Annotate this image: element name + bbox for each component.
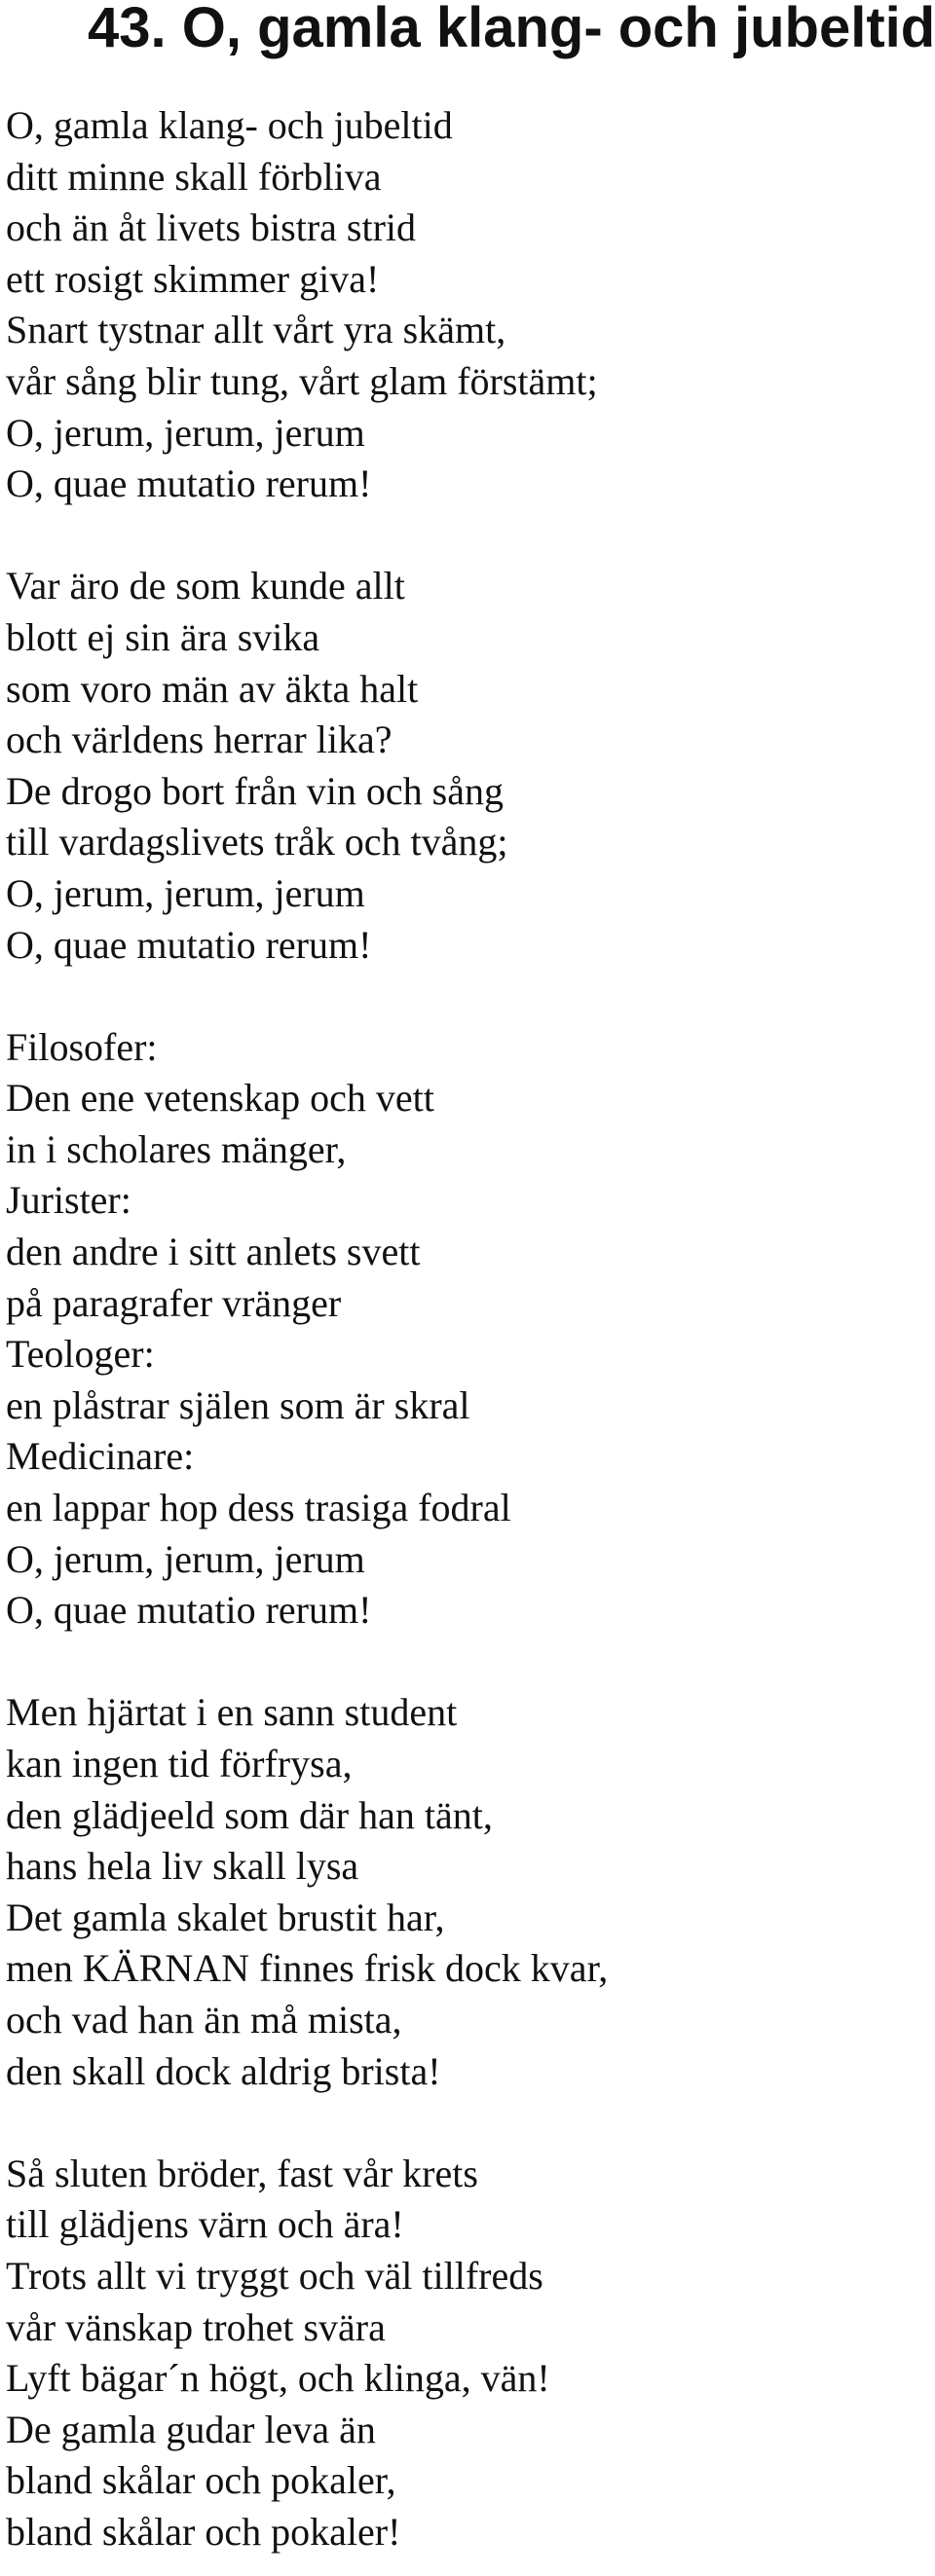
verse-line: den skall dock aldrig brista! [6,2048,441,2093]
verse-line: och än åt livets bistra strid [6,205,417,250]
verse-line: och världens herrar lika? [6,718,393,762]
verse-line: bland skålar och pokaler, [6,2458,396,2503]
verse-line: den andre i sitt anlets svett [6,1230,421,1274]
verse-line: kan ingen tid förfrysa, [6,1742,353,1785]
verse-line: O, quae mutatio rerum! [6,461,372,506]
verse-line: till glädjens värn och ära! [6,2202,404,2247]
verse-line: O, jerum, jerum, jerum [6,1536,365,1581]
verse-line: Teologer: [6,1332,155,1377]
verse-line: O, jerum, jerum, jerum [6,410,365,455]
verse-line: Trots allt vi tryggt och väl tillfreds [6,2253,543,2298]
verse-line: ditt minne skall förbliva [6,154,382,199]
verse-line: som voro män av äkta halt [6,666,419,711]
verse-line: Så sluten bröder, fast vår krets [6,2151,478,2195]
verse-line: en plåstrar själen som är skral [6,1382,470,1427]
verse-line: O, jerum, jerum, jerum [6,870,365,915]
verse-line: Snart tystnar allt vårt yra skämt, [6,308,506,352]
verse-line: Lyft bägar´n högt, och klinga, vän! [6,2356,550,2401]
verse-line: och vad han än må mista, [6,1997,402,2042]
verse-line: Men hjärtat i en sann student [6,1690,458,1735]
verse-line: blott ej sin ära svika [6,614,320,659]
verse-line: De drogo bort från vin och sång [6,768,504,813]
verse-line: ett rosigt skimmer giva! [6,256,380,301]
verse-line: på paragrafer vränger [6,1280,342,1325]
lyrics [6,100,931,2558]
verse-line: den glädjeeld som där han tänt, [6,1792,493,1837]
verse-line: vår sång blir tung, vårt glam förstämt; [6,358,598,403]
verse-line: till vardagslivets tråk och tvång; [6,820,508,865]
song-title: 43. O, gamla klang- och jubeltid [88,0,935,59]
verse-line: Det gamla skalet brustit har, [6,1895,445,1939]
verse-line: in i scholares mänger, [6,1126,347,1171]
verse-5 [6,2149,931,2558]
verse-line: Jurister: [6,1178,131,1223]
verse-3 [6,1022,931,1637]
verse-line: De gamla gudar leva än [6,2407,376,2451]
verse-line: vår vänskap trohet svära [6,2304,386,2349]
verse-1 [6,100,931,510]
verse-line: bland skålar och pokaler! [6,2509,401,2554]
verse-line: en lappar hop dess trasiga fodral [6,1486,511,1530]
verse-2 [6,561,931,971]
verse-line: hans hela liv skall lysa [6,1844,359,1889]
verse-line: men KÄRNAN finnes frisk dock kvar, [6,1946,609,1991]
verse-line: Den ene vetenskap och vett [6,1076,434,1121]
verse-line: O, gamla klang- och jubeltid [6,103,453,147]
verse-line: Var äro de som kunde allt [6,564,405,608]
verse-4 [6,1687,931,2097]
verse-line: Medicinare: [6,1434,195,1479]
verse-line: O, quae mutatio rerum! [6,922,372,967]
verse-line: Filosofer: [6,1024,158,1069]
verse-line: O, quae mutatio rerum! [6,1588,372,1633]
